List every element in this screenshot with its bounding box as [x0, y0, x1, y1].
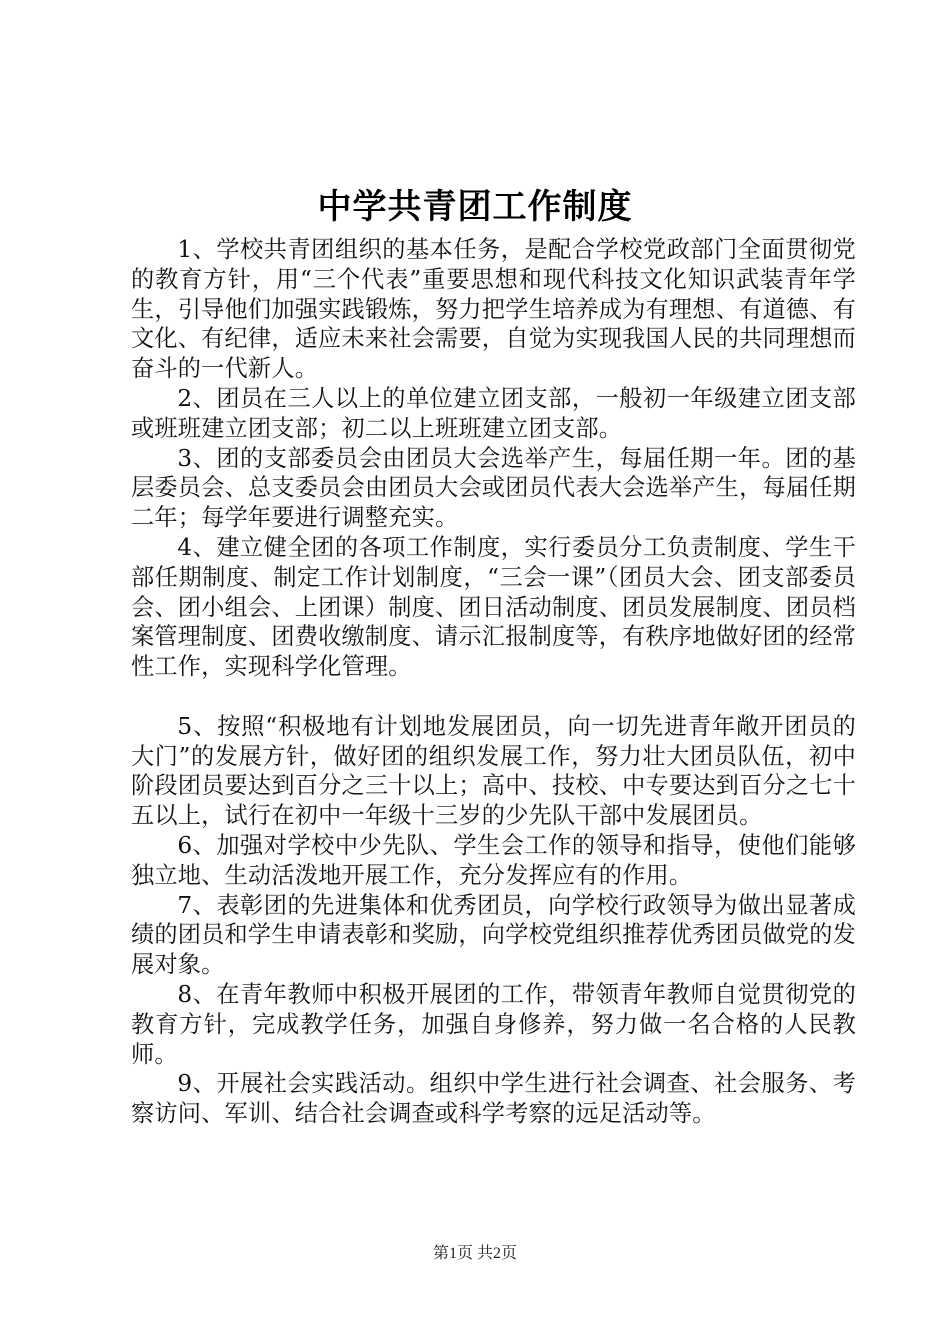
- paragraph-1: 1、学校共青团组织的基本任务，是配合学校党政部门全面贯彻党的教育方针，用“三个代表”重要思想和现代科技文化知识武装青年学生，引导他们加强实践锻炼，努力把学生培养成为有理想、有道德、有文化、有纪律，适应未来社会需要，自觉为实现我国人民的共同理想而奋斗的一代新人。: [131, 236, 857, 383]
- paragraph-8: 8、在青年教师中积极开展团的工作，带领青年教师自觉贯彻党的教育方针，完成教学任务，加强自身修养，努力做一名合格的人民教师。: [131, 980, 856, 1068]
- document-title: 中学共青团工作制度: [317, 187, 633, 227]
- paragraph-2: 2、团员在三人以上的单位建立团支部，一般初一年级建立团支部或班班建立团支部；初二以上班班建立团支部。: [131, 384, 856, 442]
- paragraph-3: 3、团的支部委员会由团员大会选举产生，每届任期一年。团的基层委员会、总支委员会由团员大会或团员代表大会选举产生，每届任期二年；每学年要进行调整充实。: [131, 444, 857, 532]
- page-number: 第1页 共2页: [432, 1245, 517, 1262]
- paragraph-6: 6、加强对学校中少先队、学生会工作的领导和指导，使他们能够独立地、生动活泼地开展工作，充分发挥应有的作用。: [131, 831, 856, 889]
- document-body: [131, 235, 856, 1129]
- paragraph-7: 7、表彰团的先进集体和优秀团员，向学校行政领导为做出显著成绩的团员和学生申请表彰和奖励，向学校党组织推荐优秀团员做党的发展对象。: [131, 891, 857, 979]
- paragraph-9: 9、开展社会实践活动。组织中学生进行社会调查、社会服务、考察访问、军训、结合社会调查或科学考察的远足活动等。: [131, 1070, 856, 1128]
- paragraph-4: 4、建立健全团的各项工作制度，实行委员分工负责制度、学生干部任期制度、制定工作计划制度，“三会一课”（团员大会、团支部委员会、团小组会、上团课）制度、团日活动制度、团员发展制度、团员档案管理制度、团费收缴制度、请示汇报制度等，有秩序地做好团的经常性工作，实现科学化管理。: [131, 533, 857, 681]
- paragraph-5: 5、按照“积极地有计划地发展团员，向一切先进青年敞开团员的大门”的发展方针，做好团的组织发展工作，努力壮大团员队伍，初中阶段团员要达到百分之三十以上；高中、技校、中专要达到百分之七十五以上，试行在初中一年级十三岁的少先队干部中发展团员。: [131, 712, 857, 830]
